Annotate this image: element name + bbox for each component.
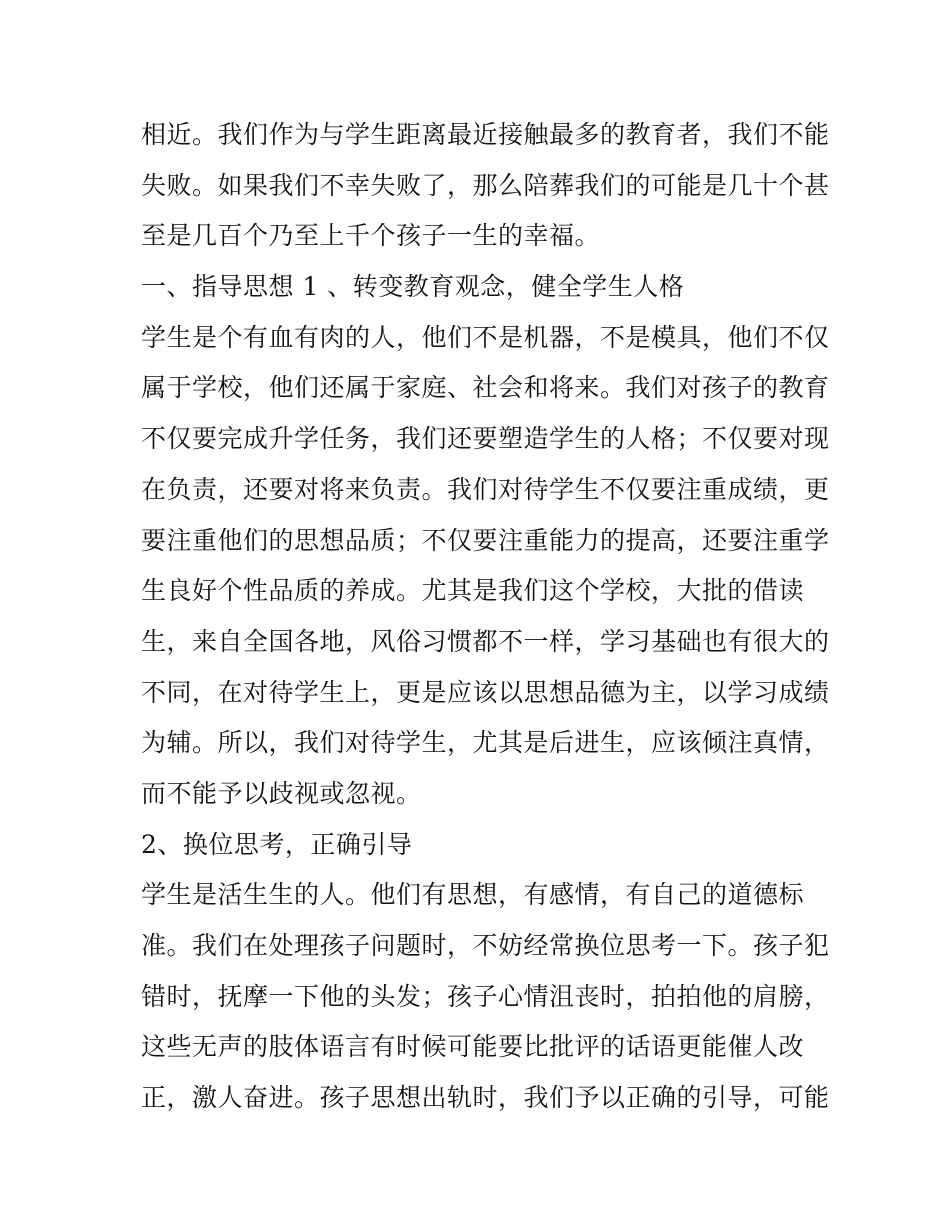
text-line: 而不能予以歧视或忽视。: [141, 778, 422, 808]
text-line: 准。我们在处理孩子问题时，不妨经常换位思考一下。孩子犯: [141, 931, 830, 960]
text-line: 生，来自全国各地，风俗习惯都不一样，学习基础也有很大的: [141, 626, 830, 656]
text-line: 失败。如果我们不幸失败了，那么陪葬我们的可能是几十个甚: [141, 170, 830, 200]
text-line: 属于学校，他们还属于家庭、社会和将来。我们对孩子的教育: [141, 373, 830, 403]
text-line: 不同，在对待学生上，更是应该以思想品德为主，以学习成绩: [141, 677, 830, 707]
text-line: 这些无声的肢体语言有时候可能要比批评的话语更能催人改: [141, 1032, 805, 1062]
text-line: 为辅。所以，我们对待学生，尤其是后进生，应该倾注真情，: [141, 728, 830, 758]
text-line: 不仅要完成升学任务，我们还要塑造学生的人格；不仅要对现: [141, 424, 830, 454]
text-line: 要注重他们的思想品质；不仅要注重能力的提高，还要注重学: [141, 525, 830, 555]
text-line: 相近。我们作为与学生距离最近接触最多的教育者，我们不能: [141, 120, 830, 149]
section-heading: 一、指导思想 1 、转变教育观念，健全学生人格: [141, 272, 685, 302]
text-line: 学生是活生生的人。他们有思想，有感情，有自己的道德标: [141, 880, 805, 910]
subsection-heading: 2、换位思考，正确引导: [141, 829, 413, 859]
text-line: 生良好个性品质的养成。尤其是我们这个学校，大批的借读: [141, 576, 805, 606]
document-body: [141, 110, 830, 1124]
text-line: 错时，抚摩一下他的头发；孩子心情沮丧时，拍拍他的肩膀，: [141, 981, 830, 1011]
text-line: 正，激人奋进。孩子思想出轨时，我们予以正确的引导，可能: [141, 1083, 830, 1113]
text-line: 至是几百个乃至上千个孩子一生的幸福。: [141, 221, 601, 251]
text-line: 在负责，还要对将来负责。我们对待学生不仅要注重成绩，更: [141, 474, 830, 504]
text-line: 学生是个有血有肉的人，他们不是机器，不是模具，他们不仅: [141, 322, 830, 352]
